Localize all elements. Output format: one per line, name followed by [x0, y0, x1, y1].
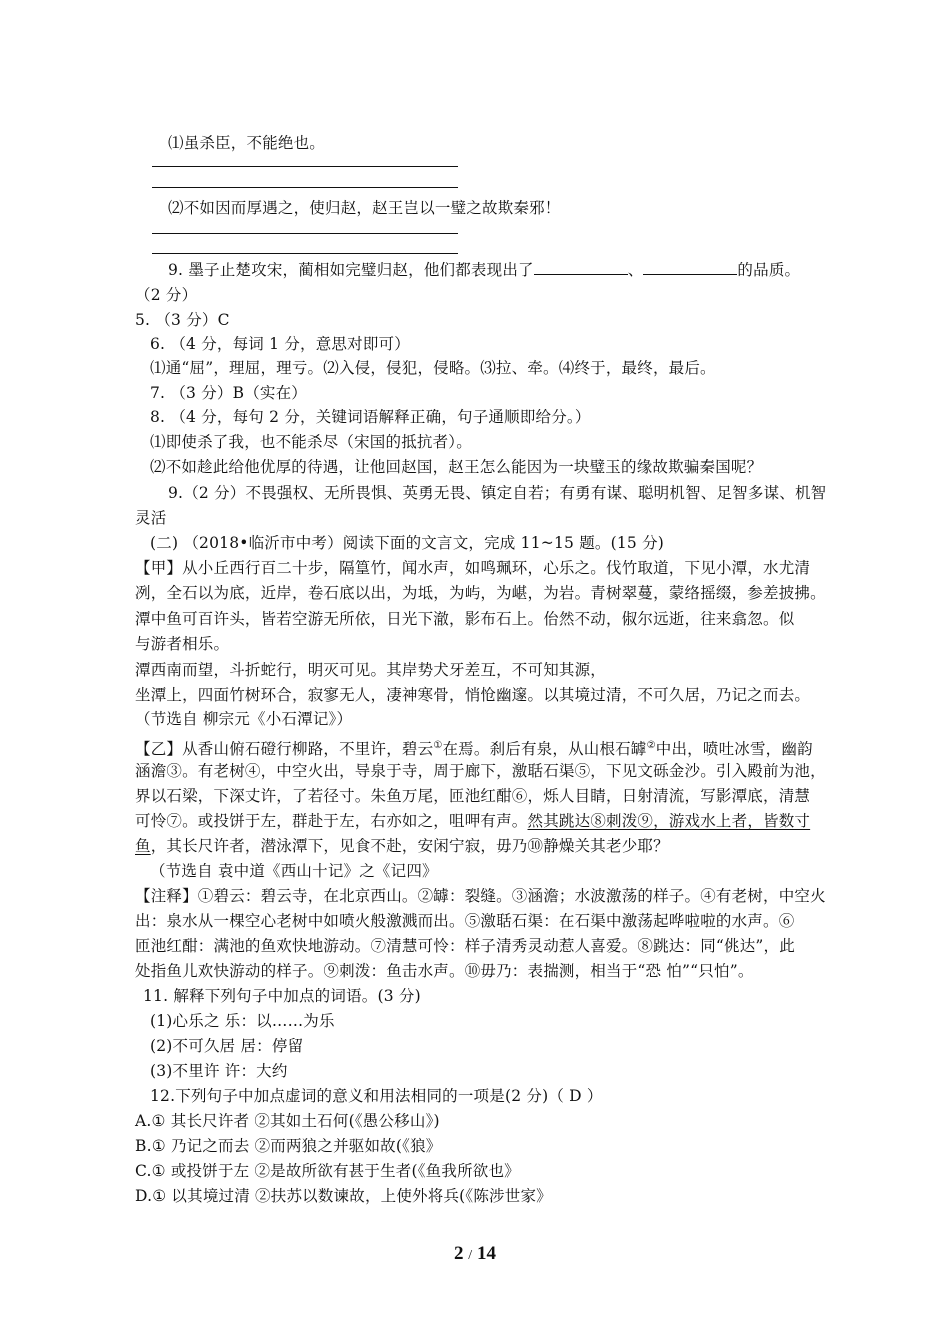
footnote-mark: ①	[433, 740, 443, 751]
answer-5: 5. （3 分）C	[135, 311, 230, 329]
q9-text: 9. 墨子止楚攻宋，蔺相如完璧归赵，他们都表现出了	[168, 261, 534, 279]
passage-yi-line: 界以石梁，下深丈许，了若径寸。朱鱼万尾，匝池红酣⑥，烁人目睛，日射清流，写影潭底，清慧	[135, 787, 811, 805]
blank	[534, 260, 628, 275]
q12-option: A.① 其长尺许者 ②其如土石何(《愚公移山》)	[135, 1112, 440, 1130]
page-separator: /	[468, 1248, 473, 1263]
q9-line	[168, 260, 800, 280]
section-heading: (二) （2018•临沂市中考）阅读下面的文言文，完成 11~15 题。(15 分)	[150, 534, 665, 552]
answer-line	[152, 187, 458, 188]
question-12: 12.下列句子中加点虚词的意义和用法相同的一项是(2 分)（ D ）	[150, 1087, 603, 1105]
q12-option: B.① 乃记之而去 ②而两狼之并驱如故(《狼》	[135, 1137, 442, 1155]
q9-points: （2 分）	[135, 286, 198, 304]
answer-9-cont: 灵活	[135, 509, 167, 527]
passage-jia-line: 潭西南而望，斗折蛇行，明灭可见。其岸势犬牙差互，不可知其源，	[135, 661, 607, 679]
passage-yi-line	[135, 736, 813, 759]
q8-sentence-2: ⑵不如因而厚遇之，使归赵，赵王岂以一璧之故欺秦邪！	[168, 199, 561, 217]
q12-option: D.① 以其境过清 ②扶苏以数谏故，上使外将兵(《陈涉世家》	[135, 1187, 552, 1205]
answer-8: 8. （4 分，每句 2 分，关键词语解释正确，句子通顺即给分。）	[150, 408, 591, 426]
text-run: 中出，喷吐冰雪，幽韵	[655, 740, 813, 759]
q12-option: C.① 或投饼于左 ②是故所欲有甚于生者(《鱼我所欲也》	[135, 1162, 520, 1180]
text-run: 【乙】从香山俯石磴行柳路，不里许，碧云	[135, 740, 434, 759]
q11-item: (2)不可久居 居：停留	[150, 1037, 304, 1055]
passage-yi-line: 涵澹③。有老树④，中空火出，导泉于寺，周于廊下，激聒石渠⑤，下见文砾金沙。引入殿前为池，	[135, 762, 826, 780]
passage-jia-line: 冽，全石以为底，近岸，卷石底以出，为坻，为屿，为嵁，为岩。青树翠蔓，蒙络摇缀，参差披拂。	[135, 584, 826, 602]
passage-yi-source: （节选自 袁中道《西山十记》之《记四》	[150, 862, 438, 880]
passage-jia-line: 潭中鱼可百许头，皆若空游无所依，日光下澈，影布石上。佁然不动，俶尔远逝，往来翕忽。似	[135, 610, 795, 628]
notes-line: 出：泉水从一棵空心老树中如喷火般激溅而出。⑤激聒石渠：在石渠中激荡起哗啦啦的水声。⑥	[135, 912, 795, 930]
answer-8-2: ⑵不如趁此给他优厚的待遇，让他回赵国，赵王怎么能因为一块璧玉的缘故欺骗秦国呢？	[150, 458, 763, 476]
underlined-sentence: 鱼	[135, 837, 151, 855]
notes-line: 处指鱼儿欢快游动的样子。⑨刺泼：鱼击水声。⑩毋乃：表揣测，相当于“恐 怕”“只怕”。	[135, 962, 754, 980]
text-run: ，其长尺许者，潜泳潭下，见食不赴，安闲宁寂，毋乃⑩静燥关其老少耶？	[150, 837, 669, 855]
blank	[643, 260, 737, 275]
passage-jia-line: 与游者相乐。	[135, 635, 230, 653]
q9-tail: 的品质。	[737, 261, 801, 279]
passage-jia-line: 坐潭上，四面竹树环合，寂寥无人，凄神寒骨，悄怆幽邃。以其境过清，不可久居，乃记之而去。	[135, 686, 811, 704]
question-11: 11. 解释下列句子中加点的词语。(3 分)	[143, 987, 421, 1005]
answer-6-detail: ⑴通“屈”，理屈，理亏。⑵入侵，侵犯，侵略。⑶拉、牵。⑷终于，最终，最后。	[150, 359, 716, 377]
answer-6: 6. （4 分，每词 1 分，意思对即可）	[150, 335, 410, 353]
q11-item: (3)不里许 许：大约	[150, 1062, 288, 1080]
text-run: 在焉。刹后有泉，从山根石罅	[442, 740, 647, 759]
answer-8-1: ⑴即使杀了我，也不能杀尽（宋国的抵抗者）。	[150, 433, 472, 451]
answer-line	[152, 166, 458, 167]
total-pages: 14	[476, 1243, 496, 1264]
answer-line	[152, 253, 458, 254]
current-page: 2	[454, 1243, 464, 1264]
q8-sentence-1: ⑴虽杀臣，不能绝也。	[168, 134, 326, 152]
passage-yi-line	[135, 836, 669, 856]
underlined-sentence: 然其跳达⑧刺泼⑨，游戏水上者，皆数寸	[527, 812, 811, 830]
passage-jia-line: 【甲】从小丘西行百二十步，隔篁竹，闻水声，如鸣珮环，心乐之。伐竹取道，下见小潭，水尤清	[135, 559, 811, 577]
passage-yi-line	[135, 811, 810, 831]
q11-item: (1)心乐之 乐：以……为乐	[150, 1012, 335, 1030]
text-run: 可怜⑦。或投饼于左，群赴于左，右亦如之，咀呷有声。	[135, 812, 528, 830]
footnote-mark: ②	[646, 740, 656, 751]
notes-line: 匝池红酣：满池的鱼欢快地游动。⑦清慧可怜：样子清秀灵动惹人喜爱。⑧跳达：同“佻达”，此	[135, 937, 795, 955]
page-number	[0, 1243, 950, 1265]
answer-7: 7. （3 分）B（实在）	[150, 384, 307, 402]
notes-line: 【注释】①碧云：碧云寺，在北京西山。②罅：裂缝。③涵澹；水波激荡的样子。④有老树，中空火	[135, 887, 826, 905]
answer-9: 9.（2 分）不畏强权、无所畏惧、英勇无畏、镇定自若；有勇有谋、聪明机智、足智多谋、机智	[168, 484, 827, 502]
q9-sep: 、	[627, 261, 644, 279]
passage-jia-source: （节选自 柳宗元《小石潭记》）	[135, 710, 353, 728]
answer-line	[152, 233, 458, 234]
